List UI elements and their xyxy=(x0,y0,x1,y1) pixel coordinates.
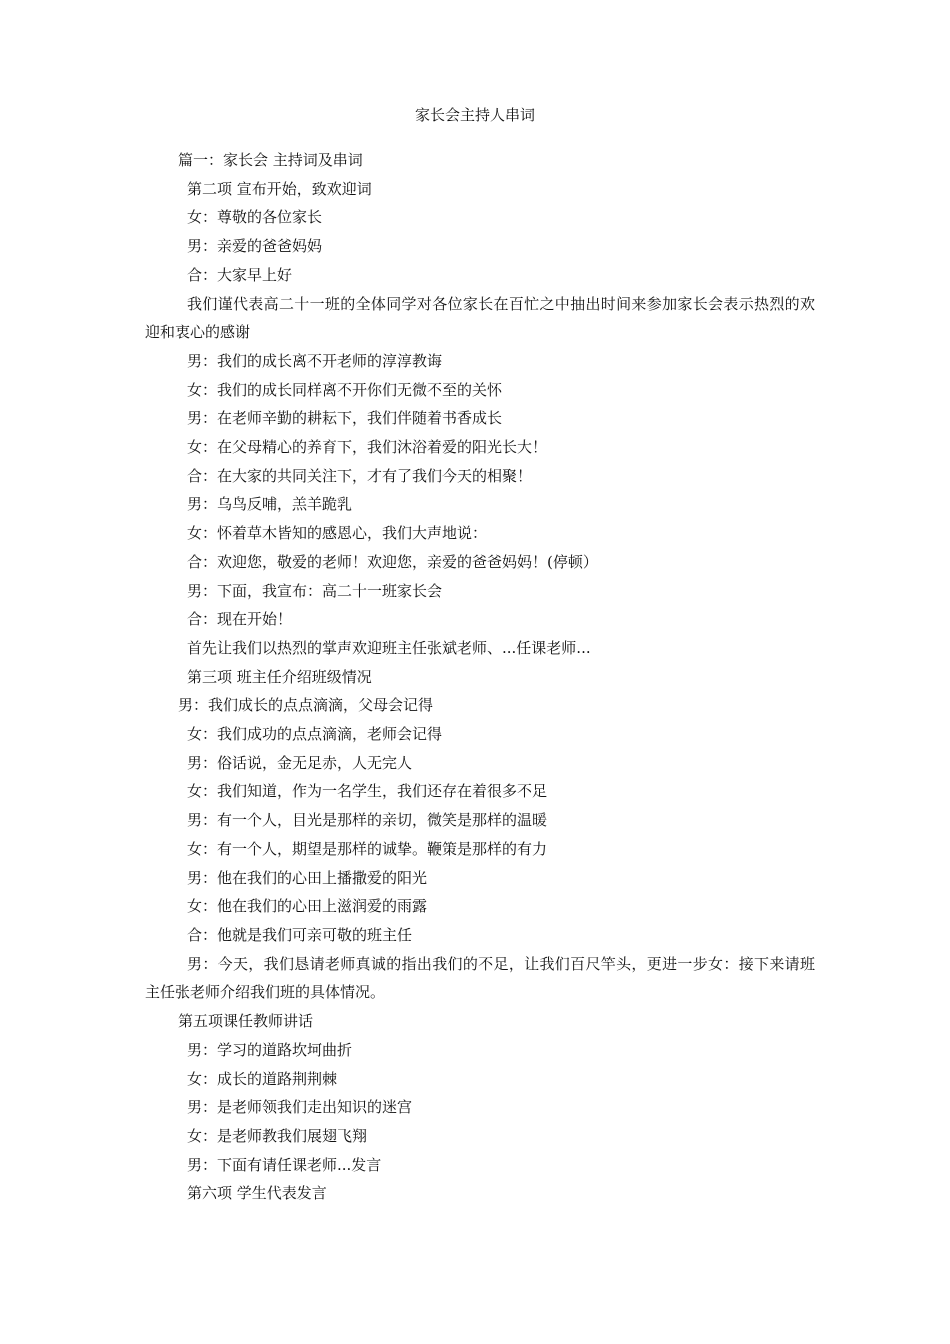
document-line: 男：我们成长的点点滴滴，父母会记得 xyxy=(178,696,434,715)
document-line: 合：他就是我们可亲可敬的班主任 xyxy=(187,925,413,944)
document-line: 男：是老师领我们走出知识的迷宫 xyxy=(187,1098,413,1117)
document-line: 女：我们知道，作为一名学生，我们还存在着很多不足 xyxy=(187,782,548,801)
document-line: 男：下面，我宣布：高二十一班家长会 xyxy=(187,581,443,600)
document-line: 女：我们成功的点点滴滴，老师会记得 xyxy=(187,725,443,744)
document-line: 男：他在我们的心田上播撒爱的阳光 xyxy=(187,868,428,887)
document-paragraph: 我们谨代表高二十一班的全体同学对各位家长在百忙之中抽出时间来参加家长会表示热烈的欢迎和衷心的感谢 xyxy=(145,294,815,342)
document-line: 女：他在我们的心田上滋润爱的雨露 xyxy=(187,897,428,916)
document-line: 男：下面有请任课老师...发言 xyxy=(187,1155,382,1174)
document-line: 合：大家早上好 xyxy=(187,265,293,284)
document-line: 男：亲爱的爸爸妈妈 xyxy=(187,237,323,256)
document-paragraph: 男：今天，我们恳请老师真诚的指出我们的不足，让我们百尺竿头，更进一步女：接下来请班主任张老师介绍我们班的具体情况。 xyxy=(145,954,815,1002)
document-line: 女：在父母精心的养育下，我们沐浴着爱的阳光长大！ xyxy=(187,438,548,457)
document-line: 第六项 学生代表发言 xyxy=(187,1184,327,1203)
document-line: 女：是老师教我们展翅飞翔 xyxy=(187,1126,368,1145)
document-title: 家长会主持人串词 xyxy=(414,106,535,124)
document-line: 男：乌鸟反哺，羔羊跪乳 xyxy=(187,495,353,514)
document-line: 女：尊敬的各位家长 xyxy=(187,208,323,227)
document-body xyxy=(145,146,815,1208)
document-line: 第三项 班主任介绍班级情况 xyxy=(187,667,372,686)
document-line: 女：有一个人，期望是那样的诚挚。鞭策是那样的有力 xyxy=(187,839,548,858)
document-line: 男：我们的成长离不开老师的淳淳教诲 xyxy=(187,351,443,370)
document-line: 男：有一个人，目光是那样的亲切，微笑是那样的温暖 xyxy=(187,811,548,830)
document-line: 男：俗话说，金无足赤，人无完人 xyxy=(187,753,413,772)
document-line: 男：在老师辛勤的耕耘下，我们伴随着书香成长 xyxy=(187,409,503,428)
document-line: 首先让我们以热烈的掌声欢迎班主任张斌老师、...任课老师... xyxy=(187,638,591,657)
document-line: 女：成长的道路荆荆棘 xyxy=(187,1069,338,1088)
document-line: 合：欢迎您，敬爱的老师！欢迎您，亲爱的爸爸妈妈！(停顿） xyxy=(187,552,598,571)
document-line: 篇一：家长会 主持词及串词 xyxy=(178,151,363,169)
document-line: 女：怀着草木皆知的感恩心，我们大声地说： xyxy=(187,524,488,543)
document-line: 男：学习的道路坎坷曲折 xyxy=(187,1040,353,1059)
document-line: 合：现在开始！ xyxy=(187,610,293,629)
document-line: 合：在大家的共同关注下，才有了我们今天的相聚！ xyxy=(187,466,533,485)
document-line: 第五项课任教师讲话 xyxy=(178,1012,314,1031)
document-line: 第二项 宣布开始，致欢迎词 xyxy=(187,179,372,198)
document-line: 女：我们的成长同样离不开你们无微不至的关怀 xyxy=(187,380,503,399)
